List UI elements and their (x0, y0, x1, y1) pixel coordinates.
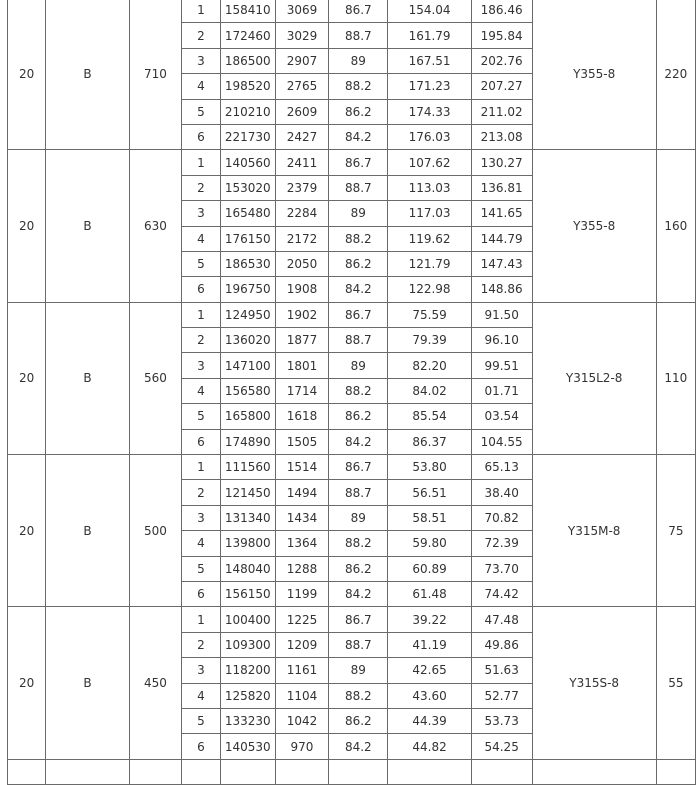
seq-cell: 4 (182, 226, 220, 251)
shaft-power-cell: 75.59 (388, 302, 471, 327)
motor-power-calc-cell: 104.55 (471, 429, 532, 454)
pressure-cell: 970 (275, 734, 328, 759)
seq-cell: 2 (182, 480, 220, 505)
efficiency-cell: 88.2 (329, 531, 388, 556)
seq-cell: 6 (182, 581, 220, 606)
seq-cell: 5 (182, 708, 220, 733)
shaft-power-cell: 41.19 (388, 632, 471, 657)
efficiency-cell: 88.7 (329, 480, 388, 505)
empty-cell (46, 759, 129, 784)
pressure-cell: 2050 (275, 251, 328, 276)
pressure-cell: 1902 (275, 302, 328, 327)
spec-col1-cell: 20 (8, 455, 46, 607)
flow-cell: 140530 (220, 734, 275, 759)
efficiency-cell: 88.7 (329, 23, 388, 48)
flow-cell: 121450 (220, 480, 275, 505)
spec-col1-cell: 20 (8, 150, 46, 302)
efficiency-cell: 86.7 (329, 302, 388, 327)
pressure-cell: 3029 (275, 23, 328, 48)
shaft-power-cell: 58.51 (388, 505, 471, 530)
efficiency-cell: 84.2 (329, 581, 388, 606)
flow-cell: 158410 (220, 0, 275, 23)
pressure-cell: 1225 (275, 607, 328, 632)
efficiency-cell: 86.2 (329, 708, 388, 733)
motor-power-cell: 160 (656, 150, 695, 302)
motor-power-calc-cell: 03.54 (471, 404, 532, 429)
efficiency-cell: 89 (329, 658, 388, 683)
motor-power-calc-cell: 01.71 (471, 378, 532, 403)
shaft-power-cell: 117.03 (388, 201, 471, 226)
motor-power-calc-cell: 130.27 (471, 150, 532, 175)
shaft-power-cell: 44.82 (388, 734, 471, 759)
seq-cell: 2 (182, 175, 220, 200)
pressure-cell: 1199 (275, 581, 328, 606)
shaft-power-cell: 61.48 (388, 581, 471, 606)
motor-power-calc-cell: 148.86 (471, 277, 532, 302)
spec-col1-cell: 20 (8, 302, 46, 454)
motor-power-calc-cell: 202.76 (471, 48, 532, 73)
seq-cell: 3 (182, 353, 220, 378)
efficiency-cell: 86.2 (329, 404, 388, 429)
seq-cell: 5 (182, 404, 220, 429)
efficiency-cell: 86.7 (329, 455, 388, 480)
seq-cell: 2 (182, 328, 220, 353)
shaft-power-cell: 85.54 (388, 404, 471, 429)
pressure-cell: 3069 (275, 0, 328, 23)
empty-cell (129, 759, 182, 784)
shaft-power-cell: 121.79 (388, 251, 471, 276)
pressure-cell: 1364 (275, 531, 328, 556)
motor-model-cell: Y315L2-8 (532, 302, 656, 454)
motor-power-calc-cell: 52.77 (471, 683, 532, 708)
flow-cell: 147100 (220, 353, 275, 378)
table-row (8, 759, 696, 784)
motor-power-calc-cell: 53.73 (471, 708, 532, 733)
flow-cell: 148040 (220, 556, 275, 581)
shaft-power-cell: 161.79 (388, 23, 471, 48)
seq-cell: 5 (182, 99, 220, 124)
empty-cell (220, 759, 275, 784)
seq-cell: 1 (182, 302, 220, 327)
spec-col3-cell: 500 (129, 455, 182, 607)
shaft-power-cell: 174.33 (388, 99, 471, 124)
flow-cell: 133230 (220, 708, 275, 733)
efficiency-cell: 89 (329, 48, 388, 73)
spec-col2-cell: B (46, 150, 129, 302)
spec-col2-cell: B (46, 455, 129, 607)
seq-cell: 6 (182, 277, 220, 302)
pressure-cell: 1714 (275, 378, 328, 403)
shaft-power-cell: 82.20 (388, 353, 471, 378)
pressure-cell: 2609 (275, 99, 328, 124)
seq-cell: 6 (182, 734, 220, 759)
seq-cell: 4 (182, 378, 220, 403)
motor-power-calc-cell: 207.27 (471, 74, 532, 99)
efficiency-cell: 89 (329, 201, 388, 226)
efficiency-cell: 89 (329, 505, 388, 530)
seq-cell: 1 (182, 455, 220, 480)
seq-cell: 1 (182, 0, 220, 23)
efficiency-cell: 86.7 (329, 607, 388, 632)
flow-cell: 124950 (220, 302, 275, 327)
seq-cell: 3 (182, 48, 220, 73)
efficiency-cell: 86.2 (329, 556, 388, 581)
pressure-cell: 1042 (275, 708, 328, 733)
shaft-power-cell: 113.03 (388, 175, 471, 200)
motor-power-calc-cell: 73.70 (471, 556, 532, 581)
motor-power-cell: 55 (656, 607, 695, 759)
efficiency-cell: 88.2 (329, 74, 388, 99)
flow-cell: 140560 (220, 150, 275, 175)
empty-cell (275, 759, 328, 784)
flow-cell: 221730 (220, 124, 275, 149)
empty-cell (388, 759, 471, 784)
motor-model-cell: Y355-8 (532, 150, 656, 302)
efficiency-cell: 88.2 (329, 683, 388, 708)
motor-power-calc-cell: 65.13 (471, 455, 532, 480)
shaft-power-cell: 56.51 (388, 480, 471, 505)
pressure-cell: 1104 (275, 683, 328, 708)
motor-power-calc-cell: 141.65 (471, 201, 532, 226)
motor-power-calc-cell: 147.43 (471, 251, 532, 276)
flow-cell: 153020 (220, 175, 275, 200)
efficiency-cell: 84.2 (329, 277, 388, 302)
motor-power-calc-cell: 211.02 (471, 99, 532, 124)
flow-cell: 165800 (220, 404, 275, 429)
motor-power-cell: 220 (656, 0, 695, 150)
shaft-power-cell: 39.22 (388, 607, 471, 632)
flow-cell: 139800 (220, 531, 275, 556)
motor-power-calc-cell: 54.25 (471, 734, 532, 759)
pressure-cell: 2172 (275, 226, 328, 251)
table-row (8, 150, 696, 175)
empty-cell (8, 759, 46, 784)
seq-cell: 2 (182, 23, 220, 48)
spec-col2-cell: B (46, 0, 129, 150)
efficiency-cell: 84.2 (329, 734, 388, 759)
motor-model-cell: Y315M-8 (532, 455, 656, 607)
shaft-power-cell: 154.04 (388, 0, 471, 23)
table-row (8, 607, 696, 632)
flow-cell: 196750 (220, 277, 275, 302)
flow-cell: 186500 (220, 48, 275, 73)
motor-power-calc-cell: 51.63 (471, 658, 532, 683)
motor-power-calc-cell: 47.48 (471, 607, 532, 632)
efficiency-cell: 86.2 (329, 251, 388, 276)
efficiency-cell: 88.7 (329, 632, 388, 657)
shaft-power-cell: 43.60 (388, 683, 471, 708)
seq-cell: 3 (182, 201, 220, 226)
efficiency-cell: 86.7 (329, 150, 388, 175)
spec-col2-cell: B (46, 607, 129, 759)
fan-performance-table (7, 0, 696, 785)
seq-cell: 4 (182, 531, 220, 556)
pressure-cell: 1161 (275, 658, 328, 683)
seq-cell: 6 (182, 124, 220, 149)
spec-col1-cell: 20 (8, 607, 46, 759)
flow-cell: 156580 (220, 378, 275, 403)
shaft-power-cell: 119.62 (388, 226, 471, 251)
seq-cell: 1 (182, 607, 220, 632)
shaft-power-cell: 59.80 (388, 531, 471, 556)
shaft-power-cell: 79.39 (388, 328, 471, 353)
pressure-cell: 2284 (275, 201, 328, 226)
flow-cell: 198520 (220, 74, 275, 99)
motor-power-calc-cell: 91.50 (471, 302, 532, 327)
shaft-power-cell: 171.23 (388, 74, 471, 99)
motor-power-calc-cell: 186.46 (471, 0, 532, 23)
motor-power-cell: 110 (656, 302, 695, 454)
pressure-cell: 1801 (275, 353, 328, 378)
seq-cell: 6 (182, 429, 220, 454)
flow-cell: 136020 (220, 328, 275, 353)
pressure-cell: 1434 (275, 505, 328, 530)
seq-cell: 4 (182, 683, 220, 708)
flow-cell: 118200 (220, 658, 275, 683)
shaft-power-cell: 53.80 (388, 455, 471, 480)
pressure-cell: 2379 (275, 175, 328, 200)
shaft-power-cell: 176.03 (388, 124, 471, 149)
seq-cell: 5 (182, 251, 220, 276)
seq-cell: 4 (182, 74, 220, 99)
motor-power-calc-cell: 144.79 (471, 226, 532, 251)
motor-power-calc-cell: 96.10 (471, 328, 532, 353)
pressure-cell: 1514 (275, 455, 328, 480)
pressure-cell: 2907 (275, 48, 328, 73)
pressure-cell: 1209 (275, 632, 328, 657)
efficiency-cell: 86.2 (329, 99, 388, 124)
pressure-cell: 2765 (275, 74, 328, 99)
empty-cell (329, 759, 388, 784)
spec-col3-cell: 560 (129, 302, 182, 454)
seq-cell: 5 (182, 556, 220, 581)
table-row (8, 0, 696, 23)
table-row (8, 455, 696, 480)
efficiency-cell: 89 (329, 353, 388, 378)
pressure-cell: 1877 (275, 328, 328, 353)
table-row (8, 302, 696, 327)
motor-power-calc-cell: 99.51 (471, 353, 532, 378)
flow-cell: 172460 (220, 23, 275, 48)
spec-col3-cell: 450 (129, 607, 182, 759)
motor-power-calc-cell: 136.81 (471, 175, 532, 200)
efficiency-cell: 88.7 (329, 328, 388, 353)
flow-cell: 186530 (220, 251, 275, 276)
efficiency-cell: 86.7 (329, 0, 388, 23)
flow-cell: 100400 (220, 607, 275, 632)
efficiency-cell: 88.7 (329, 175, 388, 200)
pressure-cell: 1288 (275, 556, 328, 581)
flow-cell: 156150 (220, 581, 275, 606)
pressure-cell: 2427 (275, 124, 328, 149)
pressure-cell: 1505 (275, 429, 328, 454)
efficiency-cell: 88.2 (329, 226, 388, 251)
shaft-power-cell: 107.62 (388, 150, 471, 175)
motor-power-calc-cell: 70.82 (471, 505, 532, 530)
seq-cell: 3 (182, 505, 220, 530)
motor-model-cell: Y355-8 (532, 0, 656, 150)
seq-cell: 2 (182, 632, 220, 657)
empty-cell (471, 759, 532, 784)
efficiency-cell: 88.2 (329, 378, 388, 403)
spec-col3-cell: 710 (129, 0, 182, 150)
pressure-cell: 1494 (275, 480, 328, 505)
shaft-power-cell: 86.37 (388, 429, 471, 454)
motor-power-calc-cell: 49.86 (471, 632, 532, 657)
shaft-power-cell: 122.98 (388, 277, 471, 302)
seq-cell: 3 (182, 658, 220, 683)
motor-power-calc-cell: 195.84 (471, 23, 532, 48)
efficiency-cell: 84.2 (329, 429, 388, 454)
shaft-power-cell: 44.39 (388, 708, 471, 733)
pressure-cell: 2411 (275, 150, 328, 175)
flow-cell: 176150 (220, 226, 275, 251)
motor-power-calc-cell: 72.39 (471, 531, 532, 556)
motor-power-cell: 75 (656, 455, 695, 607)
flow-cell: 165480 (220, 201, 275, 226)
motor-power-calc-cell: 213.08 (471, 124, 532, 149)
pressure-cell: 1618 (275, 404, 328, 429)
empty-cell (532, 759, 656, 784)
flow-cell: 131340 (220, 505, 275, 530)
empty-cell (182, 759, 220, 784)
shaft-power-cell: 42.65 (388, 658, 471, 683)
spec-col2-cell: B (46, 302, 129, 454)
motor-power-calc-cell: 38.40 (471, 480, 532, 505)
shaft-power-cell: 167.51 (388, 48, 471, 73)
flow-cell: 174890 (220, 429, 275, 454)
seq-cell: 1 (182, 150, 220, 175)
flow-cell: 109300 (220, 632, 275, 657)
shaft-power-cell: 84.02 (388, 378, 471, 403)
motor-model-cell: Y315S-8 (532, 607, 656, 759)
spec-col3-cell: 630 (129, 150, 182, 302)
motor-power-calc-cell: 74.42 (471, 581, 532, 606)
flow-cell: 210210 (220, 99, 275, 124)
empty-cell (656, 759, 695, 784)
spec-col1-cell: 20 (8, 0, 46, 150)
efficiency-cell: 84.2 (329, 124, 388, 149)
flow-cell: 111560 (220, 455, 275, 480)
pressure-cell: 1908 (275, 277, 328, 302)
flow-cell: 125820 (220, 683, 275, 708)
shaft-power-cell: 60.89 (388, 556, 471, 581)
